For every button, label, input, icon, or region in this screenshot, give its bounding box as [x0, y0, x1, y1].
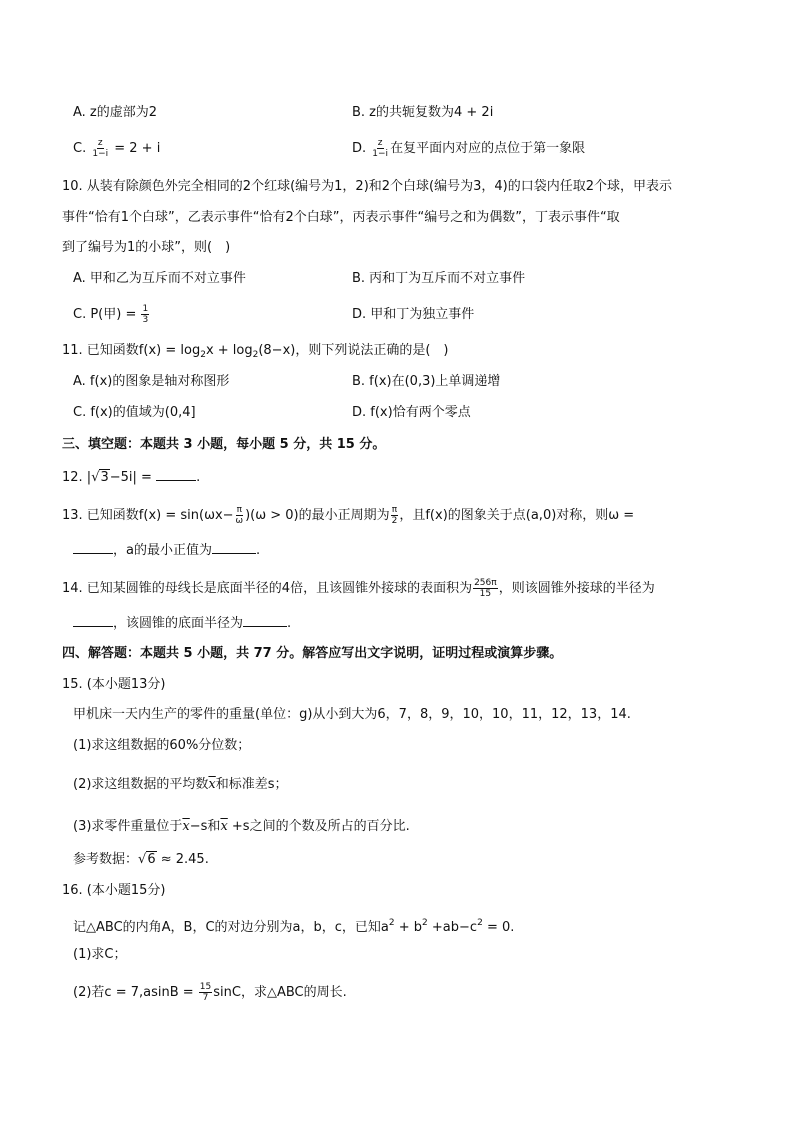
answer-blank[interactable] [73, 540, 113, 554]
sqrt-symbol: √ [138, 852, 147, 867]
q9-option-b: B. z的共轭复数为4 + 2i [352, 105, 494, 120]
fraction: $\frac{15}{7}$ [199, 982, 212, 1003]
q11-stem: 11. 已知函数$f(x) = \log_2x + \log_2(8-x)$，则下列说法正确的是( ) [62, 343, 449, 360]
q14-stem: 14. 已知某圆锥的母线长是底面半径的4倍，且该圆锥外接球的表面积为 $\frac{256\pi}{15}$ ，则该圆锥外接球的半径为 [62, 578, 655, 599]
q16-part2: (2)若c = 7,asinB = $\frac{15}{7}$ sinC，求△ABC的周长. [73, 982, 347, 1003]
q15-heading: 15. (本小题13分) [62, 677, 166, 692]
q9-option-a: A. z的虚部为2 [73, 105, 158, 120]
q16-heading: 16. (本小题15分) [62, 883, 166, 898]
q16-stem: 记△ABC的内角A，B，C的对边分别为a，b，c，已知$a^2 + b^2 +ab-c^2 = 0$. [73, 918, 515, 935]
q15-stem: 甲机床一天内生产的零件的重量(单位：g)从小到大为6，7，8，9，10，10，11，12，13，14. [73, 707, 631, 722]
q16-part1: (1)求C； [73, 947, 127, 962]
answer-blank[interactable] [156, 467, 196, 481]
q13-stem-line2: ，a的最小正值为 . [73, 540, 260, 560]
q10-option-c: C. P(甲) = $\frac{1}{3}$ [73, 304, 149, 325]
answer-blank[interactable] [243, 613, 287, 627]
q9-option-c: C. $\frac{z}{1-i}$ = 2 + i [73, 138, 161, 159]
q10-stem-line2: 事件“恰有1个白球”，乙表示事件“恰有2个白球”，丙表示事件“编号之和为偶数”，丁表示事件“取 [62, 210, 620, 225]
fraction: $\frac{z}{1-i}$ [372, 138, 389, 159]
q14-stem-line2: ，该圆锥的底面半径为 . [73, 613, 291, 633]
q10-stem-line3: 到了编号为1的小球”，则( ) [62, 240, 231, 255]
q10-option-d: D. 甲和丁为独立事件 [352, 307, 475, 322]
q10-option-b: B. 丙和丁为互斥而不对立事件 [352, 271, 526, 286]
q9-option-d: D. $\frac{z}{1-i}$ 在复平面内对应的点位于第一象限 [352, 138, 586, 159]
q12-stem: 12. |√3−5i| = . [62, 467, 200, 487]
q15-part1: (1)求这组数据的60%分位数； [73, 738, 251, 753]
q11-option-b: B. f(x)在(0,3)上单调递增 [352, 374, 501, 389]
fraction: $\frac{1}{3}$ [142, 304, 149, 325]
q11-option-d: D. f(x)恰有两个零点 [352, 405, 471, 420]
answer-blank[interactable] [73, 613, 113, 627]
section-heading-answers: 四、解答题：本题共 5 小题，共 77 分。解答应写出文字说明，证明过程或演算步骤。 [62, 646, 563, 661]
fraction: $\frac{256\pi}{15}$ [474, 578, 497, 599]
answer-blank[interactable] [212, 540, 256, 554]
q10-stem-line1: 10. 从装有除颜色外完全相同的2个红球(编号为1，2)和2个白球(编号为3，4)的口袋内任取2个球，甲表示 [62, 179, 672, 194]
q10-option-a: A. 甲和乙为互斥而不对立事件 [73, 271, 246, 286]
section-heading-fill-in: 三、填空题：本题共 3 小题，每小题 5 分，共 15 分。 [62, 437, 386, 452]
q11-option-a: A. f(x)的图象是轴对称图形 [73, 374, 230, 389]
q15-part2: (2)求这组数据的平均数$\overline{x}$和标准差s； [73, 777, 288, 792]
fraction: $\frac{\pi}{\omega}$ [235, 505, 244, 526]
sqrt-symbol: √ [91, 470, 100, 485]
q11-option-c: C. f(x)的值域为(0,4] [73, 405, 196, 420]
q15-reference-data: 参考数据：√6 ≈ 2.45. [73, 852, 209, 867]
q13-stem: 13. 已知函数f(x) = sin(ωx− $\frac{\pi}{\omega}$ )(ω > 0)的最小正周期为 $\frac{\pi}{2}$ ，且f(x)的图象关于点(a,0)对称，则ω = [62, 505, 635, 526]
q15-part3: (3)求零件重量位于$\overline{x}-s$和$\overline{x} +s$之间的个数及所占的百分比. [73, 819, 410, 834]
fraction: $\frac{\pi}{2}$ [391, 505, 398, 526]
fraction: $\frac{z}{1-i}$ [92, 138, 109, 159]
